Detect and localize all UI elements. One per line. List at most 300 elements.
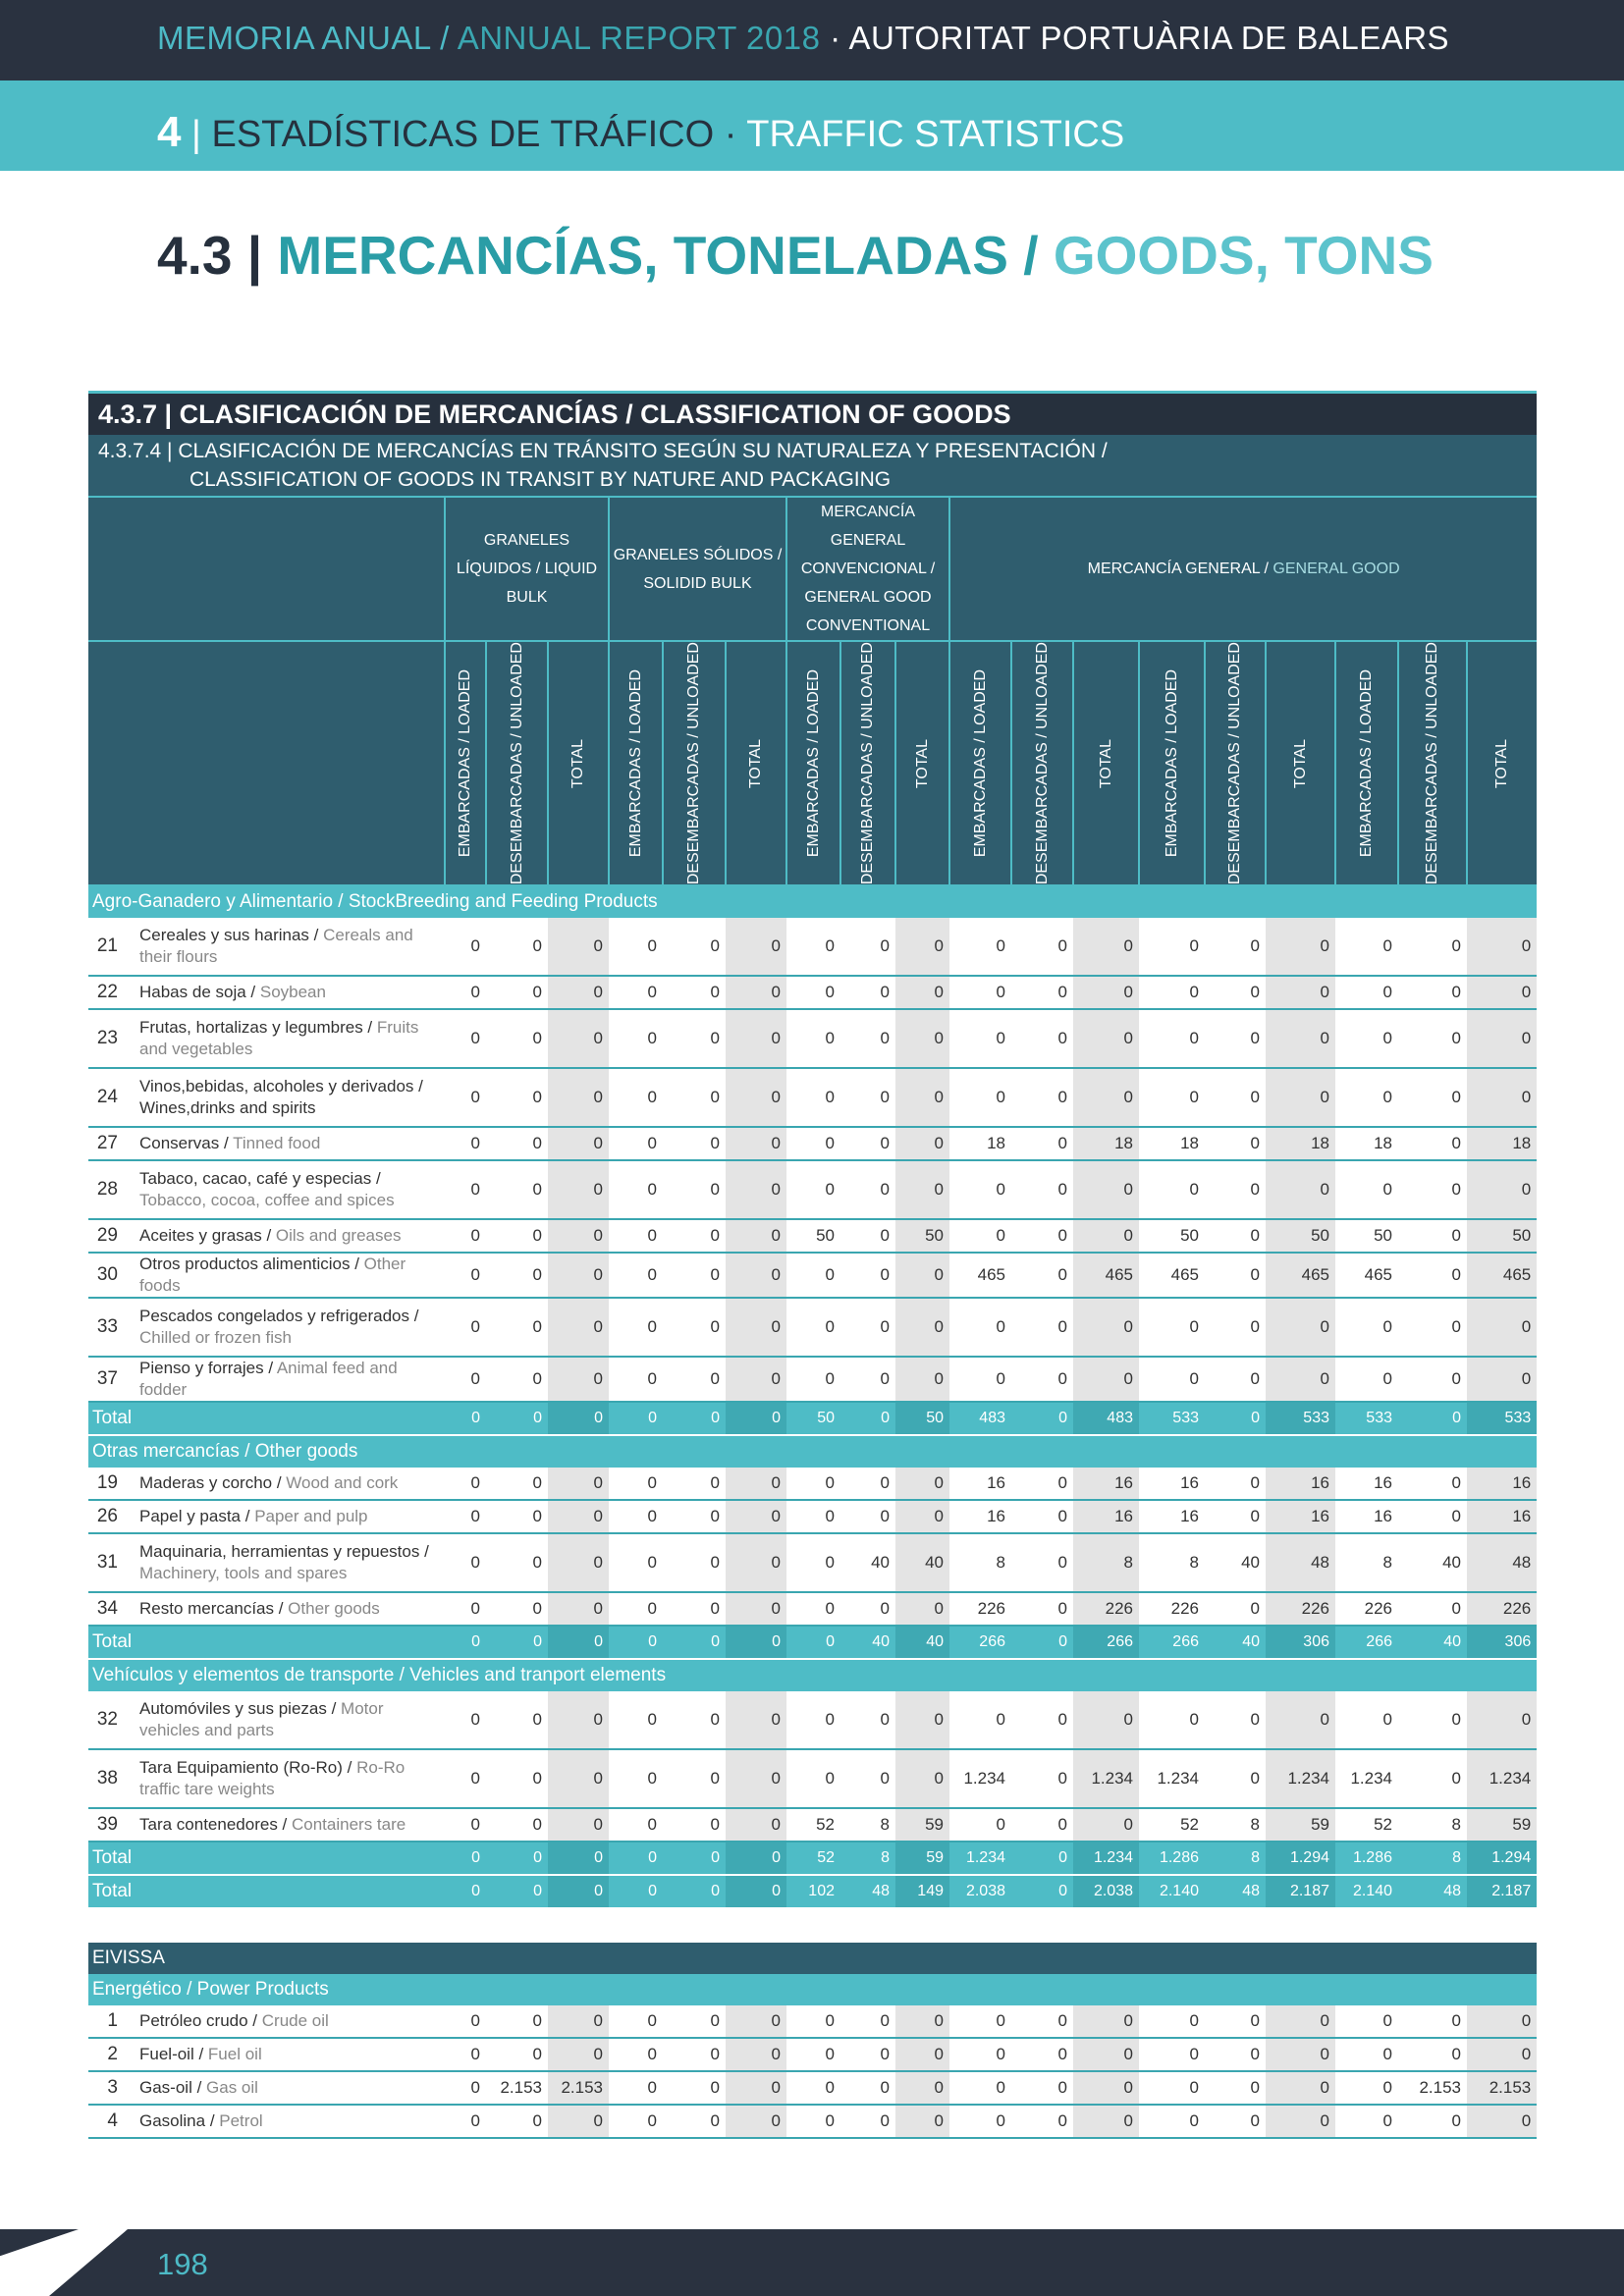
total-value-cell: 0 — [1398, 1402, 1467, 1435]
table-row — [88, 1160, 1537, 1219]
value-cell: 0 — [1266, 1068, 1335, 1127]
row-name — [130, 1533, 445, 1592]
subheader-unloaded — [1205, 641, 1266, 885]
group-solid-bulk: GRANELES SÓLIDOS / SOLIDID BULK — [609, 497, 786, 641]
value-cell: 0 — [609, 1533, 663, 1592]
table-row — [88, 1592, 1537, 1626]
category-header: Agro-Ganadero y Alimentario / StockBreeding and Feeding Products — [88, 885, 1537, 918]
value-cell: 0 — [548, 1009, 609, 1068]
value-cell: 0 — [1467, 2005, 1537, 2038]
value-cell: 0 — [445, 1160, 486, 1219]
value-cell: 0 — [840, 1357, 895, 1402]
subtitle-number: 4.3.7.4 | — [98, 440, 173, 462]
value-cell: 0 — [1335, 1691, 1398, 1749]
total-value-cell: 1.286 — [1335, 1842, 1398, 1875]
table-subtitle-row — [88, 435, 1537, 497]
subheader-total — [548, 641, 609, 885]
row-name-es: Papel y pasta / — [139, 1507, 255, 1526]
table-row — [88, 2038, 1537, 2071]
footer-bar — [0, 2229, 1624, 2296]
value-cell: 0 — [663, 1592, 726, 1626]
value-cell: 50 — [1139, 1219, 1205, 1253]
row-name-en: Fuel oil — [207, 2045, 262, 2064]
value-cell: 0 — [1398, 976, 1467, 1009]
total-value-cell: 533 — [1139, 1402, 1205, 1435]
value-cell: 0 — [1467, 1068, 1537, 1127]
total-label: Total — [88, 1626, 445, 1659]
value-cell: 0 — [895, 1357, 949, 1402]
value-cell: 0 — [1205, 1592, 1266, 1626]
row-name-es: Maquinaria, herramientas y repuestos / — [139, 1542, 429, 1562]
value-cell: 0 — [1398, 1468, 1467, 1500]
value-cell: 0 — [445, 976, 486, 1009]
value-cell: 59 — [1467, 1808, 1537, 1842]
value-cell: 465 — [1073, 1253, 1139, 1298]
value-cell: 0 — [1398, 1592, 1467, 1626]
value-cell: 0 — [609, 1808, 663, 1842]
row-code: 21 — [88, 918, 130, 976]
value-cell: 16 — [1073, 1468, 1139, 1500]
value-cell: 0 — [1398, 2105, 1467, 2138]
value-cell: 0 — [786, 1253, 840, 1298]
row-name-es: Petróleo crudo / — [139, 2011, 262, 2031]
section-title-en: TRAFFIC STATISTICS — [746, 114, 1125, 155]
row-name-es: Cereales y sus harinas / — [139, 926, 324, 945]
value-cell: 0 — [548, 918, 609, 976]
value-cell: 0 — [949, 1357, 1011, 1402]
row-name-en: Fruits and vegetables — [139, 1018, 419, 1059]
total-row — [88, 1875, 1537, 1908]
value-cell: 0 — [840, 2071, 895, 2105]
value-cell: 0 — [949, 1160, 1011, 1219]
value-cell: 0 — [840, 1068, 895, 1127]
row-code: 34 — [88, 1592, 130, 1626]
total-value-cell: 40 — [895, 1626, 949, 1659]
value-cell: 0 — [1266, 918, 1335, 976]
value-cell: 18 — [1139, 1127, 1205, 1160]
value-cell: 16 — [1266, 1468, 1335, 1500]
total-value-cell: 2.187 — [1467, 1875, 1537, 1908]
value-cell: 0 — [445, 1533, 486, 1592]
value-cell: 0 — [1011, 1253, 1073, 1298]
subheader-loaded — [1139, 641, 1205, 885]
total-value-cell: 149 — [895, 1875, 949, 1908]
value-cell: 1.234 — [1073, 1749, 1139, 1808]
value-cell: 0 — [895, 1500, 949, 1533]
value-cell: 0 — [895, 918, 949, 976]
value-cell: 0 — [1073, 1068, 1139, 1127]
report-header-bar — [0, 0, 1624, 80]
row-name-en: Motor vehicles and parts — [139, 1699, 384, 1740]
value-cell: 0 — [1467, 918, 1537, 976]
value-cell: 52 — [1335, 1808, 1398, 1842]
subtitle-line-2: CLASSIFICATION OF GOODS IN TRANSIT BY NATURE AND PACKAGING — [189, 468, 892, 491]
value-cell: 0 — [609, 1219, 663, 1253]
subheader-unloaded-label: DESEMBARCADAS / UNLOADED — [508, 642, 525, 885]
value-cell: 0 — [609, 1253, 663, 1298]
value-cell: 0 — [1335, 2005, 1398, 2038]
value-cell: 0 — [726, 1253, 786, 1298]
value-cell: 0 — [726, 1068, 786, 1127]
total-value-cell: 8 — [840, 1842, 895, 1875]
value-cell: 0 — [1011, 1592, 1073, 1626]
value-cell: 16 — [1335, 1500, 1398, 1533]
total-value-cell: 0 — [609, 1626, 663, 1659]
total-value-cell: 48 — [840, 1875, 895, 1908]
value-cell: 0 — [1011, 1298, 1073, 1357]
group-header-blank — [88, 497, 445, 641]
value-cell: 0 — [1205, 1068, 1266, 1127]
value-cell: 0 — [609, 1009, 663, 1068]
value-cell: 0 — [1011, 1160, 1073, 1219]
value-cell: 0 — [1467, 976, 1537, 1009]
row-name — [130, 1357, 445, 1402]
value-cell: 1.234 — [1139, 1749, 1205, 1808]
value-cell: 0 — [786, 1068, 840, 1127]
total-label: Total — [88, 1842, 445, 1875]
subcolumn-header-row — [88, 641, 1537, 885]
value-cell: 0 — [1073, 1357, 1139, 1402]
footer-decorative-slash — [0, 2229, 128, 2296]
total-value-cell: 0 — [663, 1842, 726, 1875]
value-cell: 40 — [895, 1533, 949, 1592]
row-name-en: Petrol — [219, 2111, 263, 2131]
value-cell: 0 — [663, 1127, 726, 1160]
row-name — [130, 1127, 445, 1160]
value-cell: 0 — [726, 2038, 786, 2071]
value-cell: 18 — [1335, 1127, 1398, 1160]
total-value-cell: 8 — [1398, 1842, 1467, 1875]
value-cell: 0 — [548, 1500, 609, 1533]
value-cell: 0 — [726, 1219, 786, 1253]
value-cell: 0 — [486, 1500, 548, 1533]
subheader-unloaded — [1011, 641, 1073, 885]
total-value-cell: 2.187 — [1266, 1875, 1335, 1908]
value-cell: 8 — [1205, 1808, 1266, 1842]
row-name-en: Other goods — [288, 1599, 380, 1619]
value-cell: 52 — [786, 1808, 840, 1842]
value-cell: 0 — [726, 1357, 786, 1402]
value-cell: 0 — [1073, 2005, 1139, 2038]
value-cell: 0 — [663, 1219, 726, 1253]
row-name — [130, 1298, 445, 1357]
group-general-es: MERCANCÍA GENERAL / — [1087, 561, 1269, 577]
value-cell: 0 — [1205, 1127, 1266, 1160]
value-cell: 0 — [663, 2071, 726, 2105]
value-cell: 0 — [1011, 1468, 1073, 1500]
total-value-cell: 50 — [895, 1402, 949, 1435]
value-cell: 8 — [840, 1808, 895, 1842]
row-code: 33 — [88, 1298, 130, 1357]
value-cell: 0 — [949, 2005, 1011, 2038]
value-cell: 8 — [1398, 1808, 1467, 1842]
value-cell: 0 — [445, 2005, 486, 2038]
value-cell: 0 — [726, 1468, 786, 1500]
value-cell: 16 — [1139, 1468, 1205, 1500]
value-cell: 0 — [1335, 1068, 1398, 1127]
value-cell: 0 — [445, 1253, 486, 1298]
page-number: 198 — [157, 2247, 208, 2281]
authority-label: AUTORITAT PORTUÀRIA DE BALEARS — [848, 20, 1450, 56]
total-value-cell: 0 — [548, 1626, 609, 1659]
total-value-cell: 533 — [1467, 1402, 1537, 1435]
region-header: EIVISSA — [88, 1943, 1537, 1974]
subheader-unloaded — [663, 641, 726, 885]
value-cell: 0 — [786, 1749, 840, 1808]
value-cell: 0 — [1139, 2105, 1205, 2138]
row-name — [130, 2005, 445, 2038]
value-cell: 0 — [486, 2038, 548, 2071]
value-cell: 0 — [609, 1160, 663, 1219]
row-name — [130, 918, 445, 976]
row-name-en: Chilled or frozen fish — [139, 1328, 292, 1348]
value-cell: 0 — [1266, 1691, 1335, 1749]
value-cell: 16 — [949, 1500, 1011, 1533]
value-cell: 0 — [445, 1500, 486, 1533]
value-cell: 0 — [1335, 2105, 1398, 2138]
row-name-es: Tabaco, cacao, café y especias / — [139, 1169, 381, 1189]
value-cell: 0 — [949, 1009, 1011, 1068]
row-name-es: Pienso y forrajes / — [139, 1359, 277, 1378]
total-value-cell: 0 — [445, 1626, 486, 1659]
value-cell: 0 — [1139, 2071, 1205, 2105]
value-cell: 0 — [486, 2105, 548, 2138]
row-code: 30 — [88, 1253, 130, 1298]
value-cell: 0 — [663, 1009, 726, 1068]
memoria-label: MEMORIA ANUAL / — [157, 20, 450, 56]
value-cell: 0 — [663, 1749, 726, 1808]
total-value-cell: 0 — [726, 1626, 786, 1659]
value-cell: 0 — [609, 1691, 663, 1749]
subheader-total — [726, 641, 786, 885]
value-cell: 0 — [1335, 2071, 1398, 2105]
value-cell: 0 — [548, 1219, 609, 1253]
value-cell: 2.153 — [1467, 2071, 1537, 2105]
value-cell: 0 — [895, 2005, 949, 2038]
value-cell: 0 — [786, 1298, 840, 1357]
subheader-total-label: TOTAL — [913, 738, 931, 788]
value-cell: 1.234 — [949, 1749, 1011, 1808]
total-value-cell: 306 — [1266, 1626, 1335, 1659]
total-value-cell: 1.234 — [949, 1842, 1011, 1875]
value-cell: 8 — [1139, 1533, 1205, 1592]
value-cell: 0 — [1398, 1253, 1467, 1298]
total-value-cell: 2.140 — [1335, 1875, 1398, 1908]
row-code: 31 — [88, 1533, 130, 1592]
subheader-total-label: TOTAL — [1097, 738, 1114, 788]
value-cell: 0 — [726, 2005, 786, 2038]
row-name-en: Tinned food — [233, 1134, 321, 1153]
group-general-en: GENERAL GOOD — [1272, 561, 1400, 577]
value-cell: 0 — [609, 2038, 663, 2071]
value-cell: 0 — [1205, 2038, 1266, 2071]
value-cell: 0 — [609, 1298, 663, 1357]
row-name — [130, 1691, 445, 1749]
value-cell: 0 — [1205, 1160, 1266, 1219]
subheader-loaded-label: EMBARCADAS / LOADED — [1163, 669, 1180, 858]
row-name-es: Vinos,bebidas, alcoholes y derivados / Wines,drinks and spirits — [139, 1077, 423, 1118]
category-header-row — [88, 885, 1537, 918]
total-value-cell: 266 — [949, 1626, 1011, 1659]
total-row — [88, 1402, 1537, 1435]
value-cell: 0 — [663, 2105, 726, 2138]
row-name-es: Fuel-oil / — [139, 2045, 208, 2064]
section-bar-divider: | — [191, 114, 201, 155]
value-cell: 0 — [486, 2005, 548, 2038]
value-cell: 0 — [840, 1749, 895, 1808]
region-category-header-row — [88, 1974, 1537, 2005]
value-cell: 0 — [1266, 2038, 1335, 2071]
value-cell: 8 — [1073, 1533, 1139, 1592]
row-name — [130, 976, 445, 1009]
table-row — [88, 1127, 1537, 1160]
value-cell: 0 — [486, 1691, 548, 1749]
value-cell: 0 — [486, 1253, 548, 1298]
value-cell: 0 — [786, 1691, 840, 1749]
value-cell: 0 — [663, 2005, 726, 2038]
value-cell: 16 — [1266, 1500, 1335, 1533]
value-cell: 0 — [1398, 1160, 1467, 1219]
value-cell: 0 — [1139, 1357, 1205, 1402]
value-cell: 0 — [663, 1500, 726, 1533]
subheader-total — [1467, 641, 1537, 885]
value-cell: 0 — [1266, 1298, 1335, 1357]
total-value-cell: 50 — [786, 1402, 840, 1435]
value-cell: 0 — [895, 1691, 949, 1749]
value-cell: 0 — [1139, 2038, 1205, 2071]
value-cell: 0 — [548, 1808, 609, 1842]
table-row — [88, 1253, 1537, 1298]
value-cell: 1.234 — [1335, 1749, 1398, 1808]
value-cell: 0 — [1205, 1009, 1266, 1068]
row-name-en: Machinery, tools and spares — [139, 1564, 348, 1583]
value-cell: 0 — [786, 2038, 840, 2071]
value-cell: 0 — [726, 1592, 786, 1626]
row-name-es: Tara Equipamiento (Ro-Ro) / — [139, 1758, 357, 1778]
subheader-unloaded — [840, 641, 895, 885]
row-code: 38 — [88, 1749, 130, 1808]
value-cell: 0 — [786, 1160, 840, 1219]
row-code: 27 — [88, 1127, 130, 1160]
value-cell: 50 — [1266, 1219, 1335, 1253]
total-value-cell: 0 — [726, 1875, 786, 1908]
table-row — [88, 1468, 1537, 1500]
value-cell: 0 — [1011, 1127, 1073, 1160]
row-name-es: Conservas / — [139, 1134, 234, 1153]
value-cell: 0 — [445, 1468, 486, 1500]
value-cell: 0 — [949, 1298, 1011, 1357]
value-cell: 0 — [840, 1160, 895, 1219]
value-cell: 0 — [1398, 918, 1467, 976]
row-code: 28 — [88, 1160, 130, 1219]
subheader-total-label: TOTAL — [1291, 738, 1309, 788]
value-cell: 0 — [663, 1691, 726, 1749]
value-cell: 0 — [786, 2005, 840, 2038]
value-cell: 0 — [663, 976, 726, 1009]
value-cell: 0 — [786, 1009, 840, 1068]
value-cell: 0 — [1011, 1357, 1073, 1402]
value-cell: 0 — [1335, 976, 1398, 1009]
value-cell: 0 — [786, 1533, 840, 1592]
value-cell: 0 — [895, 1749, 949, 1808]
value-cell: 0 — [895, 1127, 949, 1160]
value-cell: 0 — [1398, 1009, 1467, 1068]
value-cell: 0 — [609, 1468, 663, 1500]
value-cell: 0 — [486, 1160, 548, 1219]
value-cell: 0 — [609, 2105, 663, 2138]
value-cell: 0 — [895, 1298, 949, 1357]
value-cell: 0 — [548, 1749, 609, 1808]
value-cell: 0 — [786, 1592, 840, 1626]
value-cell: 0 — [895, 976, 949, 1009]
row-name-es: Resto mercancías / — [139, 1599, 289, 1619]
value-cell: 0 — [840, 918, 895, 976]
value-cell: 0 — [1139, 1160, 1205, 1219]
value-cell: 2.153 — [1398, 2071, 1467, 2105]
total-value-cell: 306 — [1467, 1626, 1537, 1659]
value-cell: 0 — [445, 1691, 486, 1749]
total-row — [88, 1626, 1537, 1659]
table-subtitle — [88, 435, 1537, 497]
page-title — [157, 224, 1434, 287]
subheader-loaded-label: EMBARCADAS / LOADED — [804, 669, 822, 858]
value-cell: 40 — [1205, 1533, 1266, 1592]
section-bar — [0, 80, 1624, 171]
row-name — [130, 1592, 445, 1626]
value-cell: 0 — [895, 2038, 949, 2071]
row-code: 3 — [88, 2071, 130, 2105]
total-value-cell: 1.294 — [1266, 1842, 1335, 1875]
value-cell: 0 — [609, 1592, 663, 1626]
value-cell: 0 — [1467, 1691, 1537, 1749]
table-row — [88, 2105, 1537, 2138]
value-cell: 0 — [1398, 1500, 1467, 1533]
value-cell: 8 — [1335, 1533, 1398, 1592]
value-cell: 0 — [548, 1691, 609, 1749]
value-cell: 0 — [663, 918, 726, 976]
value-cell: 0 — [726, 918, 786, 976]
value-cell: 0 — [1011, 1500, 1073, 1533]
value-cell: 0 — [609, 976, 663, 1009]
value-cell: 0 — [1335, 1009, 1398, 1068]
value-cell: 0 — [1335, 1357, 1398, 1402]
value-cell: 0 — [1073, 2105, 1139, 2138]
value-cell: 0 — [1335, 1160, 1398, 1219]
value-cell: 0 — [1205, 2071, 1266, 2105]
total-value-cell: 483 — [1073, 1402, 1139, 1435]
row-code: 32 — [88, 1691, 130, 1749]
value-cell: 0 — [1011, 2105, 1073, 2138]
value-cell: 0 — [1073, 2038, 1139, 2071]
value-cell: 0 — [840, 2105, 895, 2138]
value-cell: 0 — [840, 1009, 895, 1068]
value-cell: 0 — [840, 1468, 895, 1500]
value-cell: 0 — [1398, 1068, 1467, 1127]
row-name-en: Wood and cork — [286, 1473, 399, 1493]
subheader-loaded — [609, 641, 663, 885]
row-name-en: Oils and greases — [275, 1226, 402, 1246]
value-cell: 0 — [1205, 1357, 1266, 1402]
region-header-row — [88, 1943, 1537, 1974]
group-general-conventional: MERCANCÍA GENERAL CONVENCIONAL / GENERAL GOOD CONVENTIONAL — [786, 497, 949, 641]
value-cell: 0 — [1073, 918, 1139, 976]
value-cell: 0 — [1205, 1253, 1266, 1298]
value-cell: 0 — [1011, 1009, 1073, 1068]
value-cell: 0 — [1073, 1219, 1139, 1253]
report-header-text — [157, 20, 1449, 57]
table-row — [88, 1298, 1537, 1357]
category-header-row — [88, 1659, 1537, 1691]
